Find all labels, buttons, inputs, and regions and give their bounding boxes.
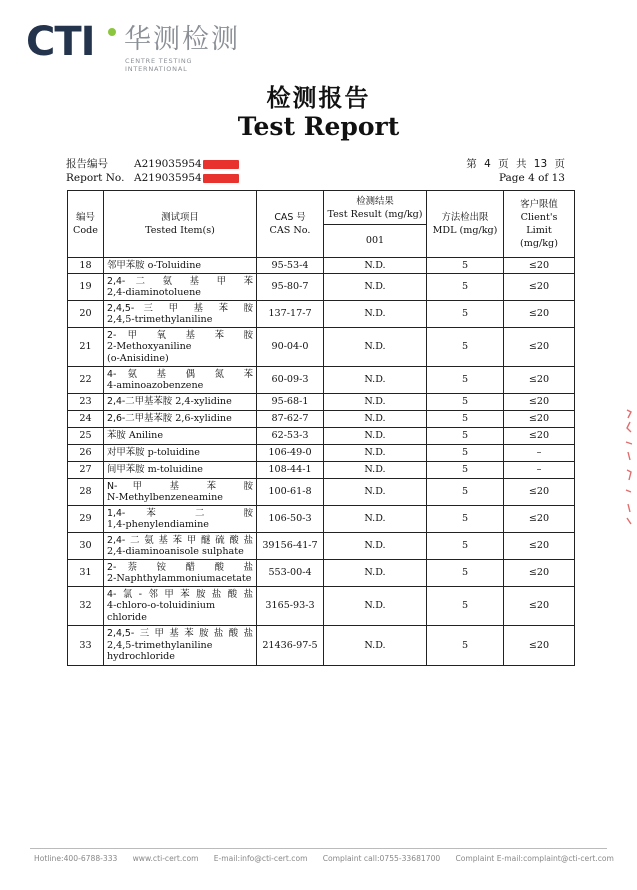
item-name-en: 4-chloro-o-toluidinium (107, 600, 216, 612)
cell-limit: – (504, 462, 575, 479)
table-row (68, 301, 575, 328)
table-row (68, 445, 575, 462)
report-no-label-cn: 报告编号 (66, 158, 108, 170)
item-name-cn: 2- 萘 铵 醋 酸 盐 (107, 561, 253, 573)
stamp-fragment-icon (624, 408, 634, 528)
cell-limit: ≤20 (504, 428, 575, 445)
cell-result: N.D. (324, 301, 427, 328)
cell-item (104, 462, 257, 479)
cell-result: N.D. (324, 445, 427, 462)
cell-mdl: 5 (427, 479, 504, 506)
header-limit-cn: 客户限值 (520, 199, 558, 210)
cell-limit: ≤20 (504, 258, 575, 274)
cell-cas: 137-17-7 (257, 301, 324, 328)
cell-code: 25 (68, 428, 104, 445)
cell-mdl: 5 (427, 274, 504, 301)
item-name-cn: 邻甲苯胺 (107, 259, 145, 271)
cell-limit: ≤20 (504, 394, 575, 411)
results-table (67, 190, 575, 666)
cell-code: 23 (68, 394, 104, 411)
table-row (68, 479, 575, 506)
cell-code: 21 (68, 328, 104, 367)
footer-hotline: Hotline:400-6788-333 (34, 854, 118, 863)
cell-limit: ≤20 (504, 587, 575, 626)
cell-result: N.D. (324, 462, 427, 479)
table-row (68, 587, 575, 626)
report-number-en (134, 172, 239, 185)
cell-result: N.D. (324, 258, 427, 274)
table-row (68, 506, 575, 533)
cell-result: N.D. (324, 328, 427, 367)
item-name-en: m-toluidine (147, 464, 203, 476)
report-number-en-text: A219035954 (134, 172, 202, 184)
report-number-cn-text: A219035954 (134, 158, 202, 170)
header-result-cn: 检测结果 (356, 195, 394, 207)
logo-cn-text: 华测检测 (124, 24, 240, 55)
cell-limit: ≤20 (504, 301, 575, 328)
cell-result: N.D. (324, 274, 427, 301)
cell-item (104, 394, 257, 411)
item-name-en: 2-Methoxyaniline (107, 341, 192, 353)
cell-item (104, 587, 257, 626)
header-code-cn: 编号 (76, 212, 95, 223)
cell-cas: 95-53-4 (257, 258, 324, 274)
header-code-en: Code (73, 225, 98, 236)
header-limit-en2: Limit (526, 225, 552, 236)
item-name-en-extra: chloride (107, 611, 147, 623)
header-code (68, 191, 104, 258)
item-name-en: Aniline (128, 430, 163, 442)
cell-cas: 90-04-0 (257, 328, 324, 367)
report-number-cn (134, 158, 239, 171)
cell-result: N.D. (324, 367, 427, 394)
cell-result: N.D. (324, 479, 427, 506)
cell-item (104, 533, 257, 560)
cell-result: N.D. (324, 560, 427, 587)
cell-cas: 553-00-4 (257, 560, 324, 587)
cell-cas: 39156-41-7 (257, 533, 324, 560)
cell-result: N.D. (324, 587, 427, 626)
table-row (68, 367, 575, 394)
cell-result: N.D. (324, 533, 427, 560)
footer-complaint-call: Complaint call:0755-33681700 (322, 854, 441, 863)
cell-result: N.D. (324, 411, 427, 428)
item-name-cn: 间甲苯胺 (107, 464, 145, 476)
item-name-cn: 2,4- 二 氨 基 甲 苯 (107, 275, 253, 287)
report-no-label-en: Report No. (66, 172, 125, 184)
footer-divider (30, 848, 607, 849)
cell-item (104, 445, 257, 462)
cell-mdl: 5 (427, 462, 504, 479)
item-name-en: 2,4-diaminotoluene (107, 287, 201, 298)
table-row (68, 560, 575, 587)
item-name-en: p-toluidine (147, 447, 200, 459)
header-item-en: Tested Item(s) (145, 225, 215, 236)
item-name-cn: 2,4-二氨基苯甲醚硫酸盐 (107, 534, 253, 546)
cell-item (104, 626, 257, 666)
cell-mdl: 5 (427, 533, 504, 560)
cell-item (104, 367, 257, 394)
cell-item (104, 258, 257, 274)
cell-code: 18 (68, 258, 104, 274)
cell-mdl: 5 (427, 445, 504, 462)
table-row (68, 328, 575, 367)
cell-mdl: 5 (427, 587, 504, 626)
cell-cas: 95-68-1 (257, 394, 324, 411)
table-row (68, 411, 575, 428)
footer-web: www.cti-cert.com (132, 854, 199, 863)
header-mdl (427, 191, 504, 258)
cell-limit: ≤20 (504, 479, 575, 506)
cell-limit: ≤20 (504, 533, 575, 560)
results-table-body (68, 258, 575, 666)
footer-complaint-email: Complaint E-mail:complaint@cti-cert.com (455, 854, 614, 863)
cell-cas: 106-49-0 (257, 445, 324, 462)
header-item-cn: 测试项目 (161, 212, 199, 223)
item-name-cn: 4-氯-邻甲苯胺盐酸盐 (107, 588, 253, 600)
cell-code: 28 (68, 479, 104, 506)
item-name-en: 2,4-diaminoanisole sulphate (107, 546, 244, 557)
item-name-cn: 2,4,5- 三 甲 基 苯 胺 (107, 302, 253, 314)
header-cas (257, 191, 324, 258)
cell-item (104, 301, 257, 328)
title-cn: 检测报告 (266, 84, 371, 112)
cell-result: N.D. (324, 506, 427, 533)
redaction-mark (203, 160, 239, 169)
cell-result: N.D. (324, 626, 427, 666)
cell-code: 27 (68, 462, 104, 479)
table-row (68, 428, 575, 445)
cell-mdl: 5 (427, 394, 504, 411)
cell-mdl: 5 (427, 560, 504, 587)
cell-cas: 62-53-3 (257, 428, 324, 445)
item-name-en: 4-aminoazobenzene (107, 380, 204, 391)
cell-mdl: 5 (427, 328, 504, 367)
cell-item (104, 411, 257, 428)
cell-code: 24 (68, 411, 104, 428)
cell-mdl: 5 (427, 506, 504, 533)
cell-code: 19 (68, 274, 104, 301)
header-item (104, 191, 257, 258)
cell-code: 30 (68, 533, 104, 560)
cell-result: N.D. (324, 428, 427, 445)
table-row (68, 394, 575, 411)
item-name-en: 1,4-phenylendiamine (107, 519, 209, 530)
cell-mdl: 5 (427, 626, 504, 666)
cell-limit: ≤20 (504, 328, 575, 367)
cti-logo (26, 18, 246, 73)
cell-item (104, 479, 257, 506)
cell-mdl: 5 (427, 367, 504, 394)
footer (34, 854, 614, 863)
item-name-cn: 1,4- 苯 二 胺 (107, 507, 253, 519)
cell-mdl: 5 (427, 428, 504, 445)
item-name-en: 2,4,5-trimethylaniline (107, 639, 213, 651)
logo-en-text: CENTRE TESTING INTERNATIONAL (125, 57, 193, 73)
header-sample-001: 001 (324, 225, 427, 258)
header-limit (504, 191, 575, 258)
cell-item (104, 428, 257, 445)
table-row (68, 626, 575, 666)
item-name-en-extra: (o-Anisidine) (107, 352, 169, 364)
cell-cas: 3165-93-3 (257, 587, 324, 626)
cell-cas: 100-61-8 (257, 479, 324, 506)
table-row (68, 462, 575, 479)
cell-cas: 106-50-3 (257, 506, 324, 533)
item-name-cn: 2- 甲 氧 基 苯 胺 (107, 329, 253, 341)
item-name-en: 2,6-xylidine (175, 413, 232, 425)
cell-cas: 60-09-3 (257, 367, 324, 394)
cell-code: 22 (68, 367, 104, 394)
cell-mdl: 5 (427, 301, 504, 328)
item-name-cn: 苯胺 (107, 430, 126, 442)
item-name-cn: 2,6-二甲基苯胺 (107, 413, 173, 425)
page-indicator-cn: 第 4 页 共 13 页 (466, 158, 565, 170)
item-name-cn: 2,4-二甲基苯胺 (107, 396, 173, 408)
cell-limit: ≤20 (504, 367, 575, 394)
logo-dot-icon (108, 28, 116, 36)
item-name-en: N-Methylbenzeneamine (107, 492, 223, 503)
page-indicator-en: Page 4 of 13 (498, 172, 565, 184)
header-limit-en3: (mg/kg) (520, 238, 558, 249)
cell-code: 26 (68, 445, 104, 462)
cell-limit: ≤20 (504, 626, 575, 666)
cell-code: 20 (68, 301, 104, 328)
cell-limit: ≤20 (504, 506, 575, 533)
cell-limit: ≤20 (504, 411, 575, 428)
table-row (68, 274, 575, 301)
header-cas-cn: CAS 号 (274, 212, 306, 223)
logo-cti-text: CTI (26, 19, 95, 65)
header-limit-en1: Client's (520, 212, 558, 223)
item-name-cn: N- 甲 基 苯 胺 (107, 480, 253, 492)
cell-limit: – (504, 445, 575, 462)
cell-result: N.D. (324, 394, 427, 411)
item-name-en: o-Toluidine (147, 259, 202, 271)
cell-item (104, 560, 257, 587)
table-row (68, 258, 575, 274)
cell-cas: 21436-97-5 (257, 626, 324, 666)
item-name-cn: 4- 氨 基 偶 氮 苯 (107, 368, 253, 380)
cell-cas: 87-62-7 (257, 411, 324, 428)
item-name-en: 2,4-xylidine (175, 396, 232, 408)
cell-mdl: 5 (427, 258, 504, 274)
item-name-cn: 对甲苯胺 (107, 447, 145, 459)
title-en: Test Report (237, 112, 400, 141)
item-name-en: 2-Naphthylammoniumacetate (107, 573, 252, 584)
cell-item (104, 506, 257, 533)
header-mdl-en: MDL (mg/kg) (432, 225, 498, 236)
header-result-en: Test Result (mg/kg) (327, 208, 423, 220)
cell-item (104, 328, 257, 367)
footer-email: E-mail:info@cti-cert.com (213, 854, 308, 863)
item-name-en: 2,4,5-trimethylaniline (107, 314, 213, 325)
redaction-mark (203, 174, 239, 183)
cell-cas: 108-44-1 (257, 462, 324, 479)
cell-item (104, 274, 257, 301)
cell-code: 29 (68, 506, 104, 533)
cell-mdl: 5 (427, 411, 504, 428)
cell-cas: 95-80-7 (257, 274, 324, 301)
header-cas-en: CAS No. (269, 225, 311, 236)
cell-limit: ≤20 (504, 560, 575, 587)
header-result (324, 191, 427, 225)
item-name-en-extra: hydrochloride (107, 651, 175, 663)
item-name-cn: 2,4,5-三甲基苯胺盐酸盐 (107, 628, 253, 640)
header-mdl-cn: 方法检出限 (441, 212, 489, 223)
cell-code: 32 (68, 587, 104, 626)
cell-code: 31 (68, 560, 104, 587)
cell-code: 33 (68, 626, 104, 666)
table-row (68, 533, 575, 560)
cell-limit: ≤20 (504, 274, 575, 301)
